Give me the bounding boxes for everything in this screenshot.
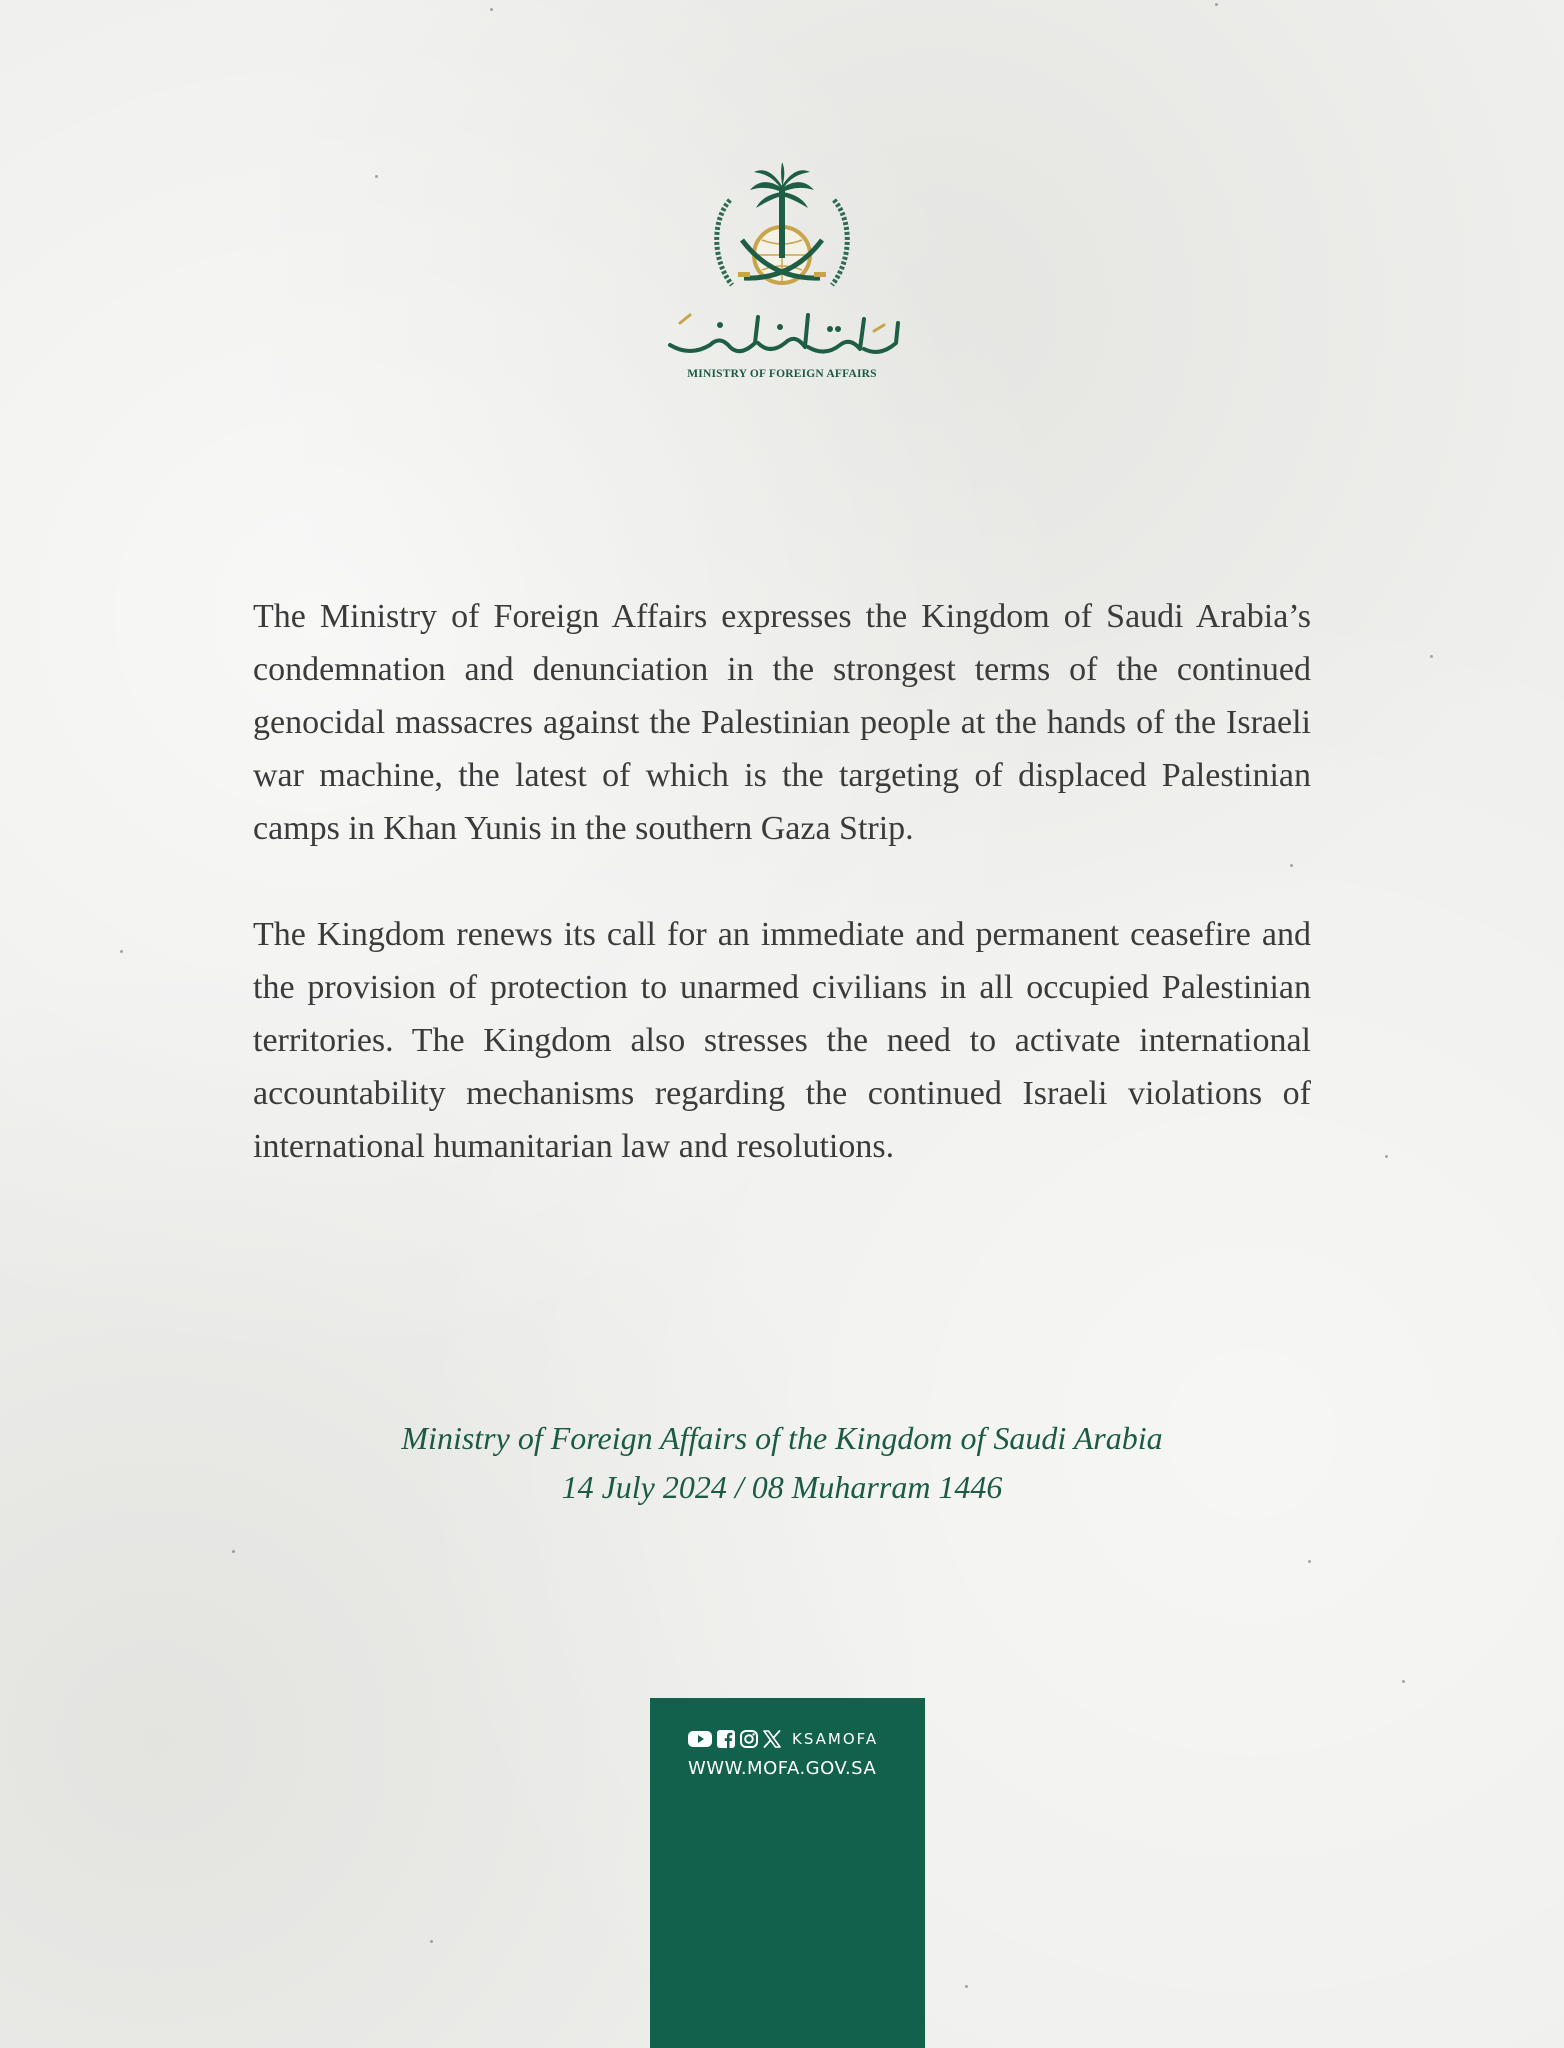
footer-contact-block: [650, 1698, 925, 2048]
paper-speck: [232, 1550, 235, 1553]
paper-speck: [375, 175, 378, 178]
signature-ministry: Ministry of Foreign Affairs of the Kingdom of Saudi Arabia: [401, 1420, 1163, 1456]
paper-speck: [490, 8, 493, 11]
statement-paragraph: The Ministry of Foreign Affairs expresses the Kingdom of Saudi Arabia’s condemnation and denunciation in the strongest terms of the continued genocidal massacres against the Palestinian people at the hands of the Israeli war machine, the latest of which is the targeting of displaced Palestinian camps in Khan Yunis in the southern Gaza Strip.: [253, 598, 1311, 847]
paper-speck: [120, 950, 123, 953]
paper-speck: [1290, 864, 1293, 867]
paper-speck: [1402, 1680, 1405, 1683]
saudi-emblem-icon: [702, 160, 862, 310]
social-handle[interactable]: KSAMOFA: [792, 1730, 879, 1748]
paper-speck: [1215, 3, 1218, 6]
signature-date: 14 July 2024 / 08 Muharram 1446: [561, 1469, 1003, 1505]
signature-block: [0, 1414, 1564, 1512]
arabic-wordmark-logo: [660, 305, 904, 365]
facebook-icon[interactable]: [717, 1730, 735, 1748]
statement-body: [253, 590, 1311, 1226]
statement-paragraph: The Kingdom renews its call for an immediate and permanent ceasefire and the provision of protection to unarmed civilians in all occupied Palestinian territories. The Kingdom also stresses the need to activate international accountability mechanisms regarding the continued Israeli violations of international humanitarian law and resolutions.: [253, 916, 1311, 1165]
paper-speck: [965, 1985, 968, 1988]
youtube-icon[interactable]: [688, 1730, 712, 1748]
x-icon[interactable]: [763, 1730, 781, 1748]
paper-speck: [1430, 655, 1433, 658]
paper-speck: [430, 1940, 433, 1943]
website-link[interactable]: WWW.MOFA.GOV.SA: [688, 1758, 877, 1779]
paper-speck: [1385, 1155, 1388, 1158]
paper-speck: [1308, 1560, 1311, 1563]
social-links: [688, 1728, 878, 1750]
instagram-icon[interactable]: [740, 1730, 758, 1748]
english-wordmark: MINISTRY OF FOREIGN AFFAIRS: [687, 368, 877, 380]
